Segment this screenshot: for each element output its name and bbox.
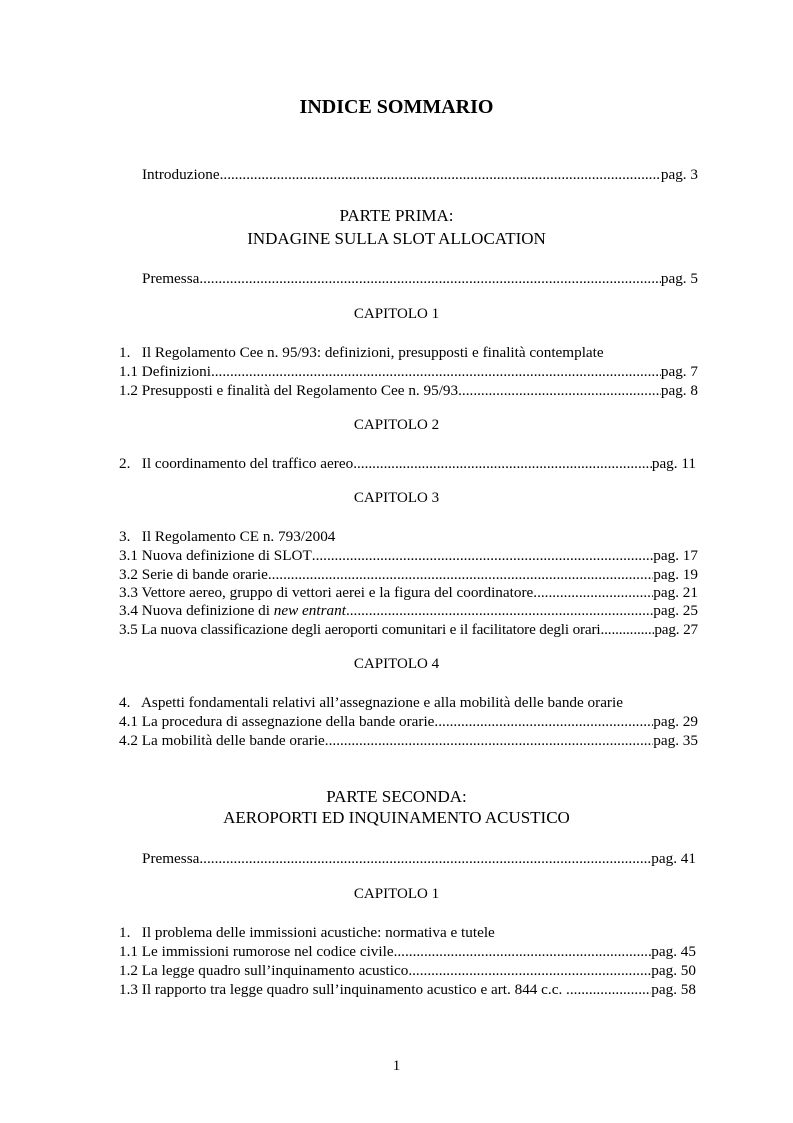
page-number: 1 <box>392 1058 401 1074</box>
toc-label: 3.3 Vettore aereo, gruppo di vettori aerei e la figura del coordinatore <box>119 584 534 601</box>
section-heading: 1. Il Regolamento Cee n. 95/93: definizioni, presupposti e finalità contemplate <box>119 344 604 361</box>
toc-label: 1.2 La legge quadro sull’inquinamento acustico <box>119 962 409 979</box>
toc-entry <box>119 942 696 962</box>
toc-page: pag. 11 <box>651 455 696 472</box>
toc-entry <box>119 961 696 981</box>
toc-page: pag. 8 <box>660 382 698 399</box>
toc-entry <box>119 381 698 401</box>
toc-page: pag. 5 <box>660 270 698 287</box>
toc-leader-dots <box>312 546 654 566</box>
part1-subheading: INDAGINE SULLA SLOT ALLOCATION <box>247 229 546 248</box>
toc-page: pag. 29 <box>653 713 698 730</box>
toc-leader-dots <box>353 454 652 474</box>
part2-heading: PARTE SECONDA: <box>326 787 467 806</box>
toc-entry <box>119 620 698 640</box>
toc-page: pag. 21 <box>653 584 698 601</box>
toc-leader-dots <box>394 942 652 962</box>
chapter-heading: CAPITOLO 2 <box>353 417 440 433</box>
toc-entry <box>119 731 698 751</box>
toc-leader-dots <box>346 601 653 621</box>
toc-label: 3.5 La nuova classificazione degli aeroporti comunitari e il facilitatore degli orari <box>119 621 601 638</box>
toc-page: pag. 58 <box>651 981 696 998</box>
toc-leader-dots <box>566 980 651 1000</box>
toc-page: pag. 3 <box>660 166 698 183</box>
toc-label: 4.1 La procedura di assegnazione della bande orarie <box>119 713 435 730</box>
toc-leader-dots <box>199 269 661 289</box>
toc-label: 3.1 Nuova definizione di SLOT <box>119 547 312 564</box>
toc-leader-dots <box>199 849 651 869</box>
toc-entry-premessa-2 <box>142 849 696 869</box>
toc-entry <box>119 454 696 474</box>
toc-label: 1.3 Il rapporto tra legge quadro sull’inquinamento acustico e art. 844 c.c. <box>119 981 567 998</box>
toc-leader-dots <box>458 381 661 401</box>
toc-label: 1.2 Presupposti e finalità del Regolamento Cee n. 95/93 <box>119 382 459 399</box>
chapter-heading: CAPITOLO 3 <box>353 490 440 506</box>
toc-entry <box>119 583 698 603</box>
toc-label: 4.2 La mobilità delle bande orarie <box>119 732 325 749</box>
toc-page: pag. 19 <box>653 566 698 583</box>
toc-label: 2. Il coordinamento del traffico aereo <box>119 455 354 472</box>
toc-page: pag. 27 <box>654 621 698 638</box>
toc-entry <box>119 601 698 621</box>
toc-label-text: 3.4 Nuova definizione di <box>119 602 274 619</box>
toc-label: Premessa <box>142 850 200 867</box>
toc-entry <box>119 712 698 732</box>
chapter-heading: CAPITOLO 1 <box>353 886 440 902</box>
toc-entry-introduzione <box>142 165 698 185</box>
toc-leader-dots <box>268 565 653 585</box>
toc-leader-dots <box>533 583 653 603</box>
toc-label: Premessa <box>142 270 200 287</box>
toc-leader-dots <box>211 362 661 382</box>
toc-leader-dots <box>220 165 661 185</box>
part1-heading: PARTE PRIMA: <box>339 206 454 225</box>
toc-label: Introduzione <box>142 166 220 183</box>
toc-page: pag. 45 <box>651 943 696 960</box>
toc-page: pag. 7 <box>660 363 698 380</box>
toc-entry <box>119 980 696 1000</box>
toc-leader-dots <box>408 961 651 981</box>
toc-page: pag. 25 <box>653 602 698 619</box>
part2-subheading: AEROPORTI ED INQUINAMENTO ACUSTICO <box>223 808 570 827</box>
toc-label <box>119 601 346 621</box>
toc-leader-dots <box>434 712 653 732</box>
toc-label: 3.2 Serie di bande orarie <box>119 566 268 583</box>
chapter-heading: CAPITOLO 4 <box>353 656 440 672</box>
toc-page: pag. 17 <box>653 547 698 564</box>
toc-label: 1.1 Le immissioni rumorose nel codice civile <box>119 943 394 960</box>
toc-entry <box>119 362 698 382</box>
chapter-heading: CAPITOLO 1 <box>353 306 440 322</box>
toc-page: pag. 50 <box>651 962 696 979</box>
toc-label: 1.1 Definizioni <box>119 363 211 380</box>
toc-entry <box>119 546 698 566</box>
toc-leader-dots <box>325 731 653 751</box>
section-heading: 1. Il problema delle immissioni acustiche: normativa e tutele <box>119 924 495 941</box>
toc-entry <box>119 565 698 585</box>
toc-entry-premessa-1 <box>142 269 698 289</box>
section-heading: 4. Aspetti fondamentali relativi all’assegnazione e alla mobilità delle bande orarie <box>119 694 623 711</box>
toc-page: pag. 35 <box>653 732 698 749</box>
document-title: INDICE SOMMARIO <box>299 96 494 118</box>
section-heading: 3. Il Regolamento CE n. 793/2004 <box>119 528 336 545</box>
toc-leader-dots <box>601 620 655 640</box>
toc-page: pag. 41 <box>651 850 696 867</box>
toc-label-emphasis: new entrant <box>273 602 346 619</box>
